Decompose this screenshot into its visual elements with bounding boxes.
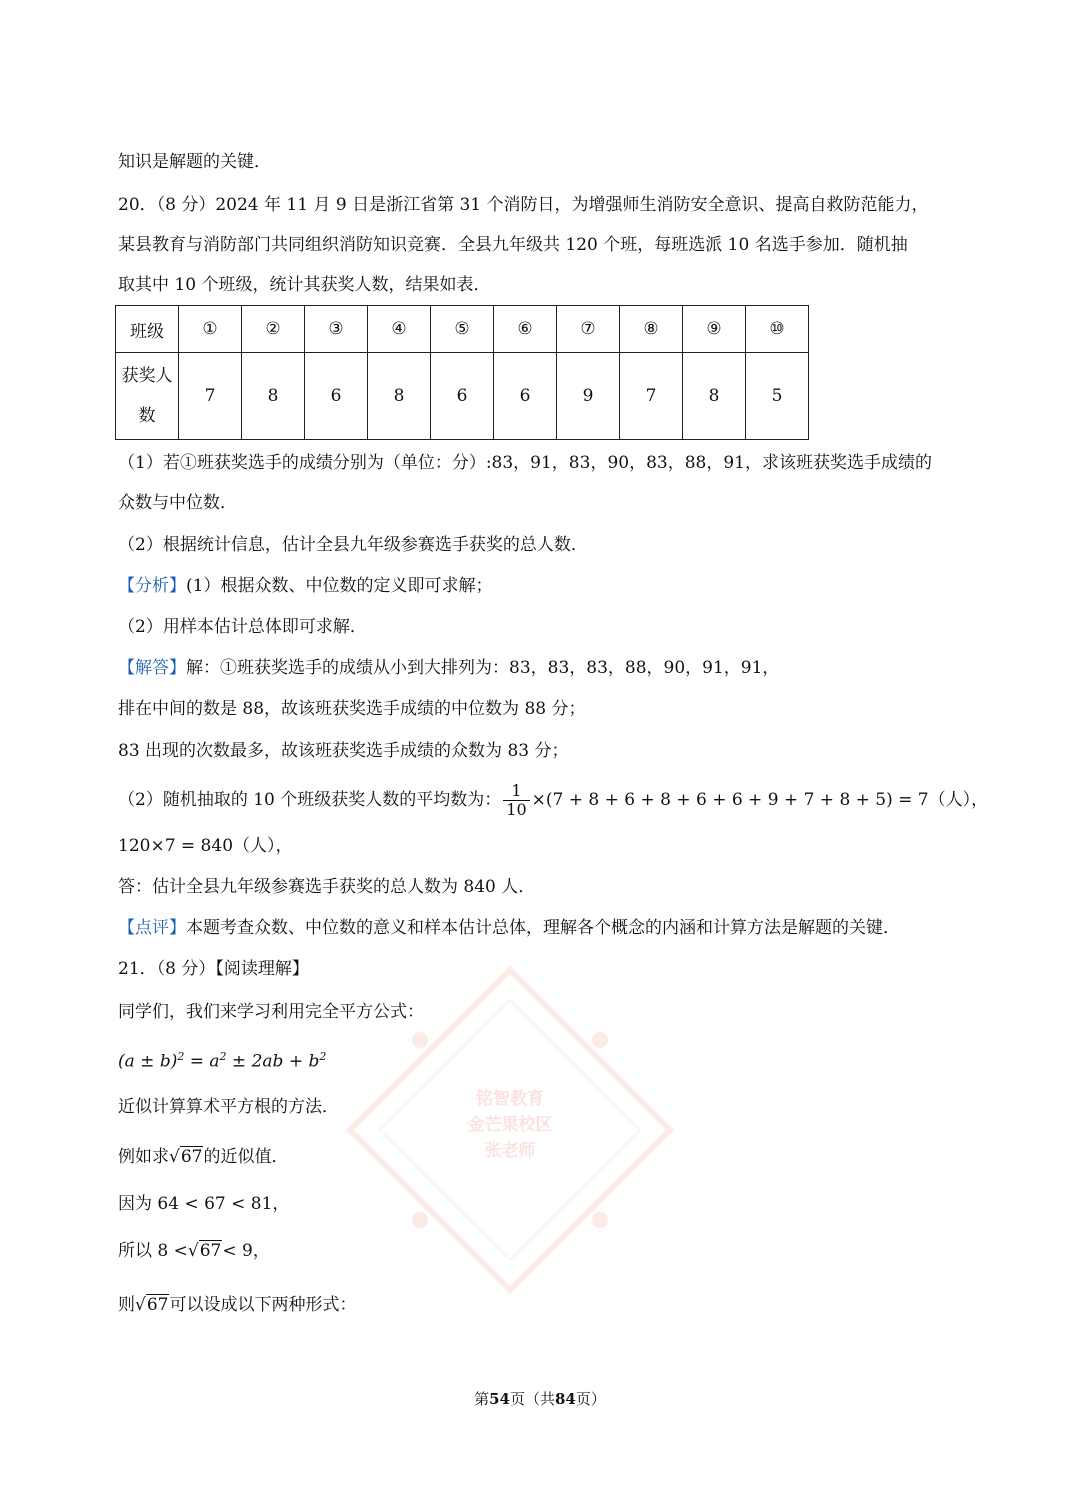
analysis-line-2: （2）用样本估计总体即可求解． (118, 617, 367, 637)
question-21-title: 21．（8 分）【阅读理解】 (118, 959, 309, 979)
formula-exponent: 2 (219, 1050, 227, 1063)
analysis-line-1 (118, 575, 980, 597)
radicand: 67 (180, 1147, 203, 1167)
question-20-line-2: 某县教育与消防部门共同组织消防知识竞赛．全县九年级共 120 个班，每班选派 10 名选手参加．随机抽 (118, 235, 908, 255)
text-pre: 所以 8 < (118, 1241, 188, 1261)
answer-line-6: 答：估计全县九年级参赛选手获奖的总人数为 840 人． (118, 877, 536, 897)
comment-tag: 【点评】 (118, 918, 186, 938)
comment-text: 本题考查众数、中位数的意义和样本估计总体，理解各个概念的内涵和计算方法是解题的关键． (186, 918, 900, 938)
text-pre: 例如求 (118, 1147, 169, 1167)
table-cell-winners: 8 (683, 353, 746, 440)
watermark-text-2: 金芒果校区 (467, 1115, 553, 1135)
footer-pre: 第 (474, 1390, 490, 1408)
answer-line-3: 83 出现的次数最多，故该班获奖选手成绩的众数为 83 分； (118, 741, 569, 761)
sqrt-symbol: √67 (135, 1295, 169, 1315)
fraction-denominator: 10 (506, 800, 527, 819)
answer-line-4 (118, 778, 989, 822)
question-21-line-4: 因为 64 < 67 < 81， (118, 1194, 290, 1214)
text-pre: 则 (118, 1295, 135, 1315)
fraction-one-tenth (503, 782, 529, 819)
question-21-line-2: 近似计算算术平方根的方法． (118, 1097, 339, 1117)
winners-table (115, 305, 809, 440)
table-cell-class: ② (242, 306, 305, 353)
current-page: 54 (489, 1390, 510, 1408)
table-cell-winners: 7 (620, 353, 683, 440)
table-row-classes (116, 306, 809, 353)
formula-mid: = a (184, 1051, 220, 1072)
table-cell-winners: 7 (179, 353, 242, 440)
table-header-class: 班级 (116, 306, 179, 353)
answer-text-1: 解：①班获奖选手的成绩从小到大排列为：83，83，83，88，90，91，91， (186, 658, 780, 678)
answer-line-1 (118, 657, 980, 679)
sub-question-2: （2）根据统计信息，估计全县九年级参赛选手获奖的总人数． (118, 535, 588, 555)
table-row-winners (116, 353, 809, 440)
fraction-numerator: 1 (503, 782, 529, 801)
table-cell-class: ⑦ (557, 306, 620, 353)
perfect-square-formula (118, 1046, 980, 1073)
sqrt-symbol: √67 (169, 1147, 203, 1167)
table-cell-winners: 8 (368, 353, 431, 440)
table-cell-class: ① (179, 306, 242, 353)
sub-question-1-line-1: （1）若①班获奖选手的成绩分别为（单位：分）:83，91，83，90，83，88，91，求该班获奖选手成绩的 (118, 453, 932, 473)
table-header-winners: 获奖人数 (116, 353, 179, 440)
total-pages: 84 (555, 1390, 576, 1408)
table-cell-winners: 8 (242, 353, 305, 440)
table-cell-class: ⑧ (620, 306, 683, 353)
question-20-line-3: 取其中 10 个班级，统计其获奖人数，结果如表． (118, 275, 491, 295)
radicand: 67 (199, 1241, 222, 1261)
answer-line-2: 排在中间的数是 88，故该班获奖选手成绩的中位数为 88 分； (118, 699, 586, 719)
table-cell-class: ⑩ (746, 306, 809, 353)
page-footer (0, 1388, 1080, 1409)
radicand: 67 (146, 1295, 169, 1315)
table-cell-class: ⑨ (683, 306, 746, 353)
table-cell-class: ⑥ (494, 306, 557, 353)
table-cell-winners: 5 (746, 353, 809, 440)
question-21-line-6 (118, 1294, 980, 1316)
table-cell-winners: 6 (494, 353, 557, 440)
question-21-line-5 (118, 1240, 980, 1262)
answer-line-5: 120×7 = 840（人）， (118, 836, 293, 856)
text-post: 可以设成以下两种形式： (169, 1295, 357, 1315)
table-cell-winners: 6 (305, 353, 368, 440)
formula-exponent: 2 (319, 1050, 327, 1063)
formula-lhs: (a ± b) (118, 1051, 178, 1072)
analysis-tag: 【分析】 (118, 576, 186, 596)
table-cell-winners: 6 (431, 353, 494, 440)
table-cell-class: ⑤ (431, 306, 494, 353)
footer-mid: 页（共 (509, 1390, 555, 1408)
text-post: 的近似值． (203, 1147, 289, 1167)
footer-post: 页） (575, 1390, 606, 1408)
table-cell-class: ③ (305, 306, 368, 353)
question-21-line-1: 同学们，我们来学习利用完全平方公式： (118, 1002, 424, 1022)
sub-question-1-line-2: 众数与中位数． (118, 493, 237, 513)
comment-line (118, 917, 980, 939)
question-20-line-1: 20．（8 分）2024 年 11 月 9 日是浙江省第 31 个消防日，为增强师生消防安全意识、提高自救防范能力， (118, 195, 929, 215)
formula-exponent: 2 (177, 1050, 185, 1063)
analysis-text-1: (1）根据众数、中位数的定义即可求解； (186, 576, 493, 596)
table-cell-winners: 9 (557, 353, 620, 440)
table-cell-class: ④ (368, 306, 431, 353)
text-post: < 9， (222, 1241, 270, 1261)
answer-text-4-post: ×(7 + 8 + 6 + 8 + 6 + 6 + 9 + 7 + 8 + 5) = 7（人）， (531, 790, 989, 810)
sqrt-symbol: √67 (187, 1241, 222, 1261)
intro-line: 知识是解题的关键． (118, 152, 271, 172)
answer-text-4-pre: （2）随机抽取的 10 个班级获奖人数的平均数为： (118, 790, 502, 810)
watermark-text-1: 铭智教育 (476, 1089, 544, 1109)
watermark-text-3: 张老师 (484, 1141, 536, 1161)
answer-tag: 【解答】 (118, 658, 186, 678)
formula-mid-2: ± 2ab + b (226, 1051, 320, 1072)
